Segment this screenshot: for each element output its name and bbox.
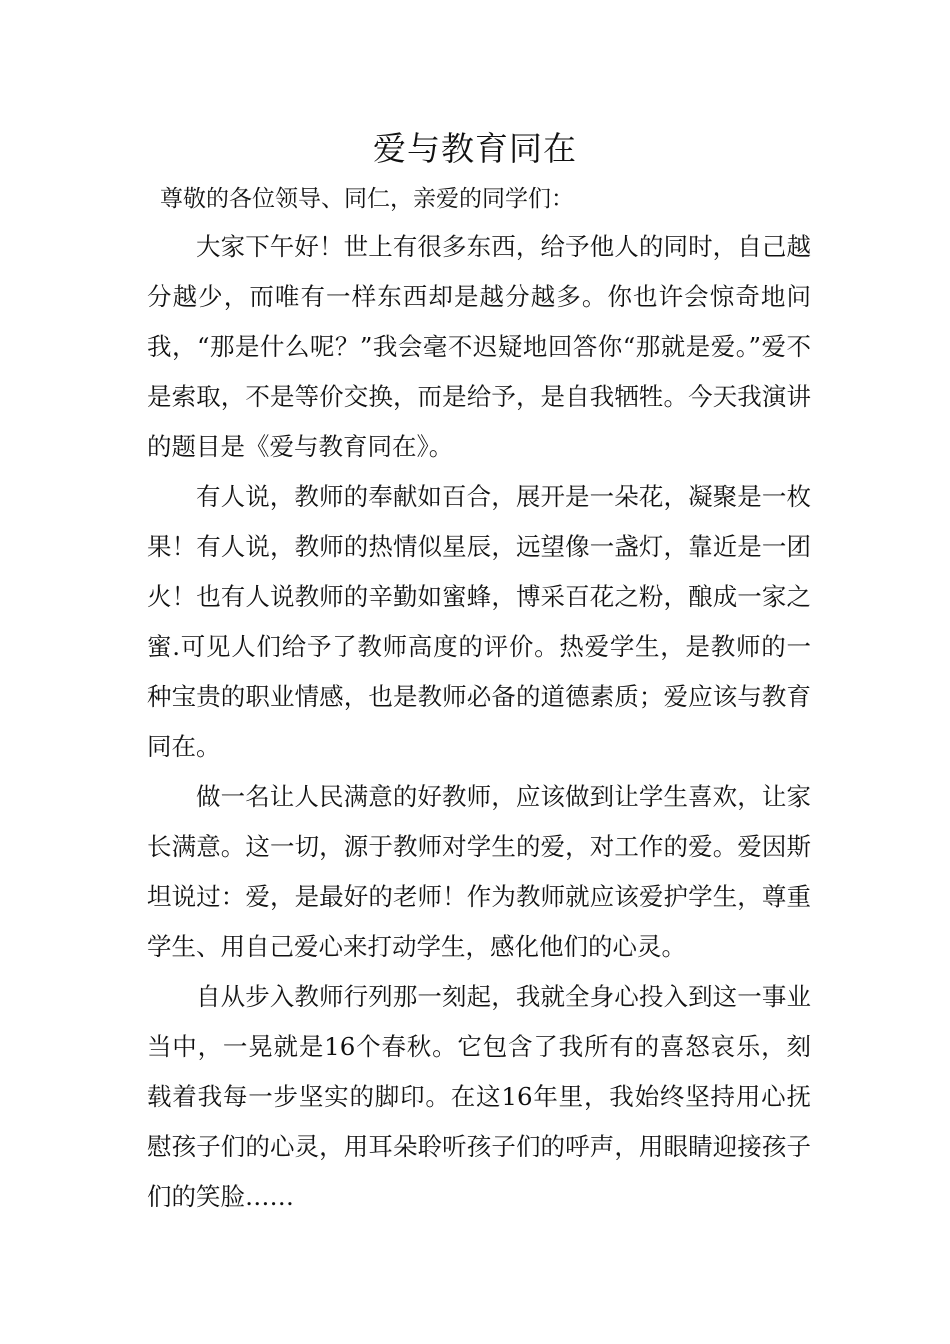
- paragraph-1: 大家下午好！世上有很多东西，给予他人的同时，自己越分越少，而唯有一样东西却是越分越多。你也许会惊奇地问我，“那是什么呢？”我会毫不迟疑地回答你“那就是爱。”爱不是索取，不是等价交换，而是给予，是自我牺牲。今天我演讲的题目是《爱与教育同在》。: [147, 232, 811, 461]
- paragraph-3: 做一名让人民满意的好教师，应该做到让学生喜欢，让家长满意。这一切，源于教师对学生的爱，对工作的爱。爱因斯坦说过：爱，是最好的老师！作为教师就应该爱护学生，尊重学生、用自己爱心来打动学生，感化他们的心灵。: [147, 782, 811, 961]
- paragraph-2: 有人说，教师的奉献如百合，展开是一朵花，凝聚是一枚果！有人说，教师的热情似星辰，远望像一盏灯，靠近是一团火！也有人说教师的辛勤如蜜蜂，博采百花之粉，酿成一家之蜜.可见人们给予了教师高度的评价。热爱学生，是教师的一种宝贵的职业情感，也是教师必备的道德素质；爱应该与教育同在。: [147, 482, 811, 761]
- salutation: 尊敬的各位领导、同仁，亲爱的同学们：: [160, 186, 574, 212]
- speech-body: [147, 222, 811, 1222]
- document-title: 爱与教育同在: [373, 129, 577, 168]
- paragraph-4: 自从步入教师行列那一刻起，我就全身心投入到这一事业当中，一晃就是16个春秋。它包含了我所有的喜怒哀乐，刻载着我每一步坚实的脚印。在这16年里，我始终坚持用心抚慰孩子们的心灵，用耳朵聆听孩子们的呼声，用眼睛迎接孩子们的笑脸……: [147, 982, 811, 1211]
